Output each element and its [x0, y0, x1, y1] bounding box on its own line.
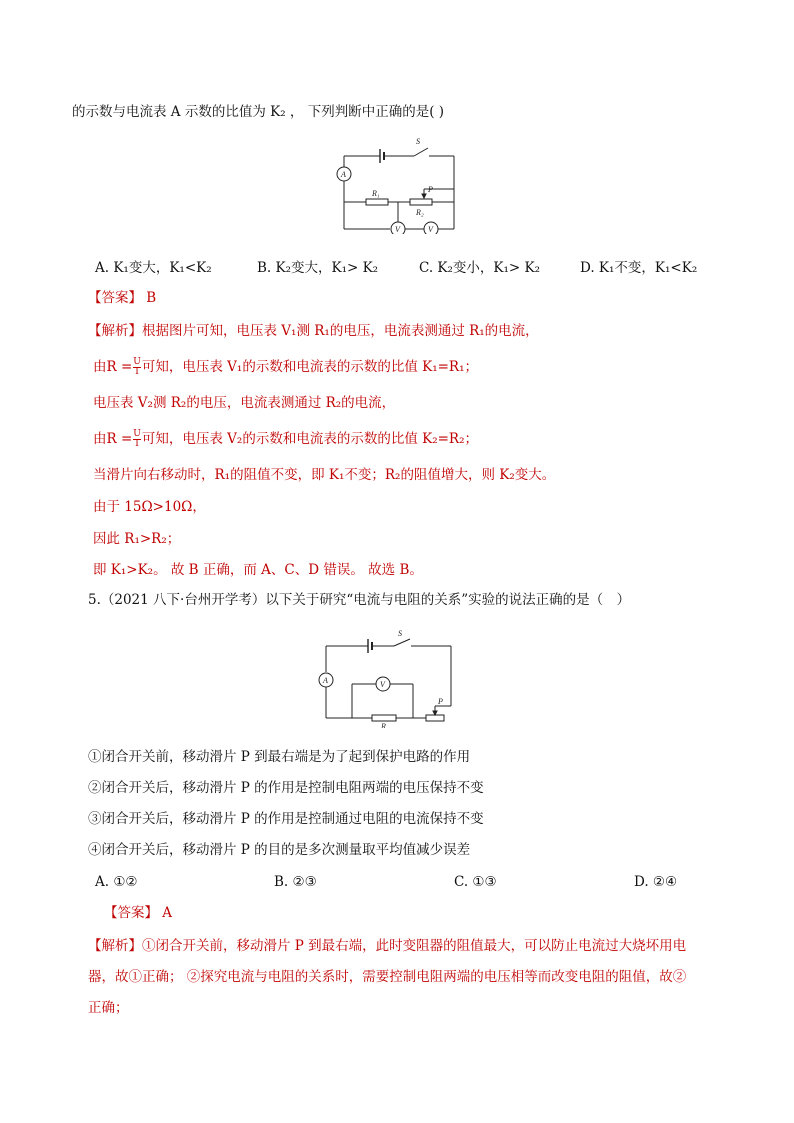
q4-analysis-line-4: 由R = $\frac{U}{I}$ 可知，电压表 V₂的示数和电流表的示数的比值 K₂=R₂； — [93, 429, 479, 449]
q5-option-b: B. ②③ — [274, 874, 317, 890]
q4-option-a: A. K₁变大，K₁<K₂ — [95, 260, 212, 276]
switch-label: S — [398, 629, 402, 638]
q4-option-b: B. K₂变大，K₁> K₂ — [257, 260, 379, 276]
slider-p-label: P — [438, 697, 443, 706]
q4-analysis-line-1: 【解析】根据图片可知，电压表 V₁测 R₁的电压，电流表测通过 R₁的电流， — [88, 323, 539, 339]
q4-analysis-line-7: 因此 R₁>R₂； — [93, 531, 181, 547]
q5-analysis-line-2: 器，故①正确； ②探究电流与电阻的关系时，需要控制电阻两端的电压相等而改变电阻的阻值，故② — [88, 969, 687, 985]
q5-statement-3: ③闭合开关后，移动滑片 P 的作用是控制通过电阻的电流保持不变 — [88, 811, 484, 827]
q4-analysis-line-6: 由于 15Ω>10Ω， — [93, 499, 206, 515]
q4-analysis-line-5: 当滑片向右移动时，R₁的阻值不变，即 K₁不变；R₂的阻值增大，则 K₂变大。 — [93, 467, 556, 483]
fraction-u-over-i-2: $\frac{U}{I}$ — [133, 429, 141, 449]
slider-p-label: P — [428, 185, 433, 194]
q4-stem: 的示数与电流表 A 示数的比值为 K₂ ， 下列判断中正确的是( ) — [72, 104, 445, 120]
q4-answer — [88, 289, 156, 307]
resistor-label: R — [381, 722, 386, 728]
analysis-label: 【解析】 — [88, 323, 142, 339]
fraction-u-over-i: $\frac{U}{I}$ — [133, 357, 141, 377]
r2-label: R₂ — [416, 208, 424, 217]
q5-option-a: A. ①② — [95, 874, 138, 890]
ammeter-label: A — [341, 170, 346, 179]
answer-value: B — [146, 290, 157, 306]
voltmeter2-label: V — [428, 225, 433, 234]
q5-analysis-line-1: 【解析】①闭合开关前，移动滑片 P 到最右端，此时变阻器的阻值最大，可以防止电流过大烧坏用电 — [88, 938, 687, 954]
answer-label: 【答案】 — [104, 905, 158, 921]
q5-stem: 5.（2021 八下·台州开学考）以下关于研究“电流与电阻的关系”实验的说法正确的是（ ） — [88, 592, 631, 608]
q5-statement-2: ②闭合开关后，移动滑片 P 的作用是控制电阻两端的电压保持不变 — [88, 780, 484, 796]
r1-label: R₁ — [372, 189, 380, 198]
ammeter-label: A — [323, 676, 328, 685]
q5-circuit-diagram — [318, 628, 458, 728]
q4-circuit-diagram — [332, 134, 462, 234]
q4-analysis-line-2: 由R = $\frac{U}{I}$ 可知，电压表 V₁的示数和电流表的示数的比值 K₁=R₁； — [93, 357, 479, 377]
analysis-label: 【解析】 — [88, 938, 142, 954]
q5-option-c: C. ①③ — [454, 874, 497, 890]
q4-analysis-line-8: 即 K₁>K₂。 故 B 正确，而 A、C、D 错误。 故选 B。 — [93, 562, 423, 578]
q5-answer — [104, 904, 172, 922]
voltmeter1-label: V — [395, 225, 400, 234]
q4-option-d: D. K₁不变，K₁<K₂ — [580, 260, 698, 276]
q5-option-d: D. ②④ — [634, 874, 678, 890]
q5-analysis-line-3: 正确； — [88, 1000, 129, 1016]
answer-value: A — [162, 905, 173, 921]
switch-label: S — [416, 137, 420, 146]
q4-analysis-line-3: 电压表 V₂测 R₂的电压，电流表测通过 R₂的电流， — [93, 395, 396, 411]
voltmeter-label: V — [380, 680, 385, 689]
answer-label: 【答案】 — [88, 290, 142, 306]
q5-statement-4: ④闭合开关后，移动滑片 P 的目的是多次测量取平均值减少误差 — [88, 842, 471, 858]
q5-statement-1: ①闭合开关前，移动滑片 P 到最右端是为了起到保护电路的作用 — [88, 749, 471, 765]
q4-option-c: C. K₂变小，K₁> K₂ — [419, 260, 541, 276]
